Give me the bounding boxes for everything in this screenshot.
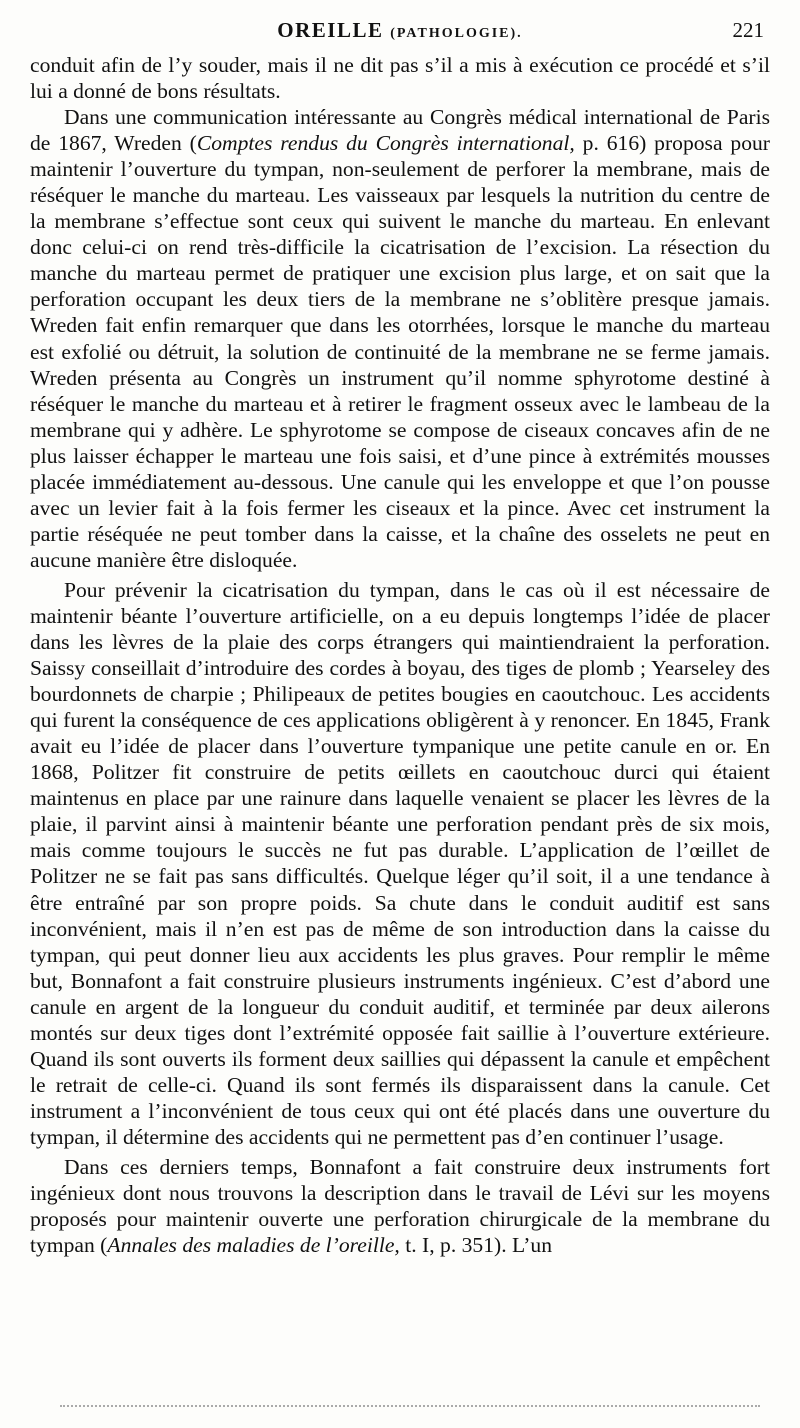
text-run: Dans une communication intéressante au Congrès médical international de Paris de 1867, Wreden ( xyxy=(30,105,770,156)
running-title xyxy=(30,18,770,43)
running-head xyxy=(30,18,770,52)
paragraph xyxy=(30,52,770,104)
paragraph xyxy=(30,1154,770,1258)
body-text xyxy=(30,52,770,1258)
running-title-main: OREILLE xyxy=(277,18,384,42)
book-page xyxy=(30,18,770,1258)
text-run: conduit afin de l’y souder, mais il ne dit pas s’il a mis à exécution ce procédé et s’il lui a donné de bons résultats. xyxy=(30,53,770,104)
paragraph xyxy=(30,577,770,1150)
text-run: Dans ces derniers temps, Bonnafont a fait construire deux instruments fort ingénieux dont nous trouvons la description dans le travail de Lévi sur les moyens proposés pour maintenir ouverte une perforation chirurgicale de la membrane du tympan ( xyxy=(30,1154,770,1258)
text-run: Pour prévenir la cicatrisation du tympan, dans le cas où il est nécessaire de maintenir béante l’ouverture artificielle, on a eu depuis longtemps l’idée de placer dans les lèvres de la plaie des corps étrangers qui maintiendraient la perforation. Saissy conseillait d’introduire des cordes à boyau, des tiges de plomb ; Yearseley des bourdonnets de charpie ; Philipeaux de petites bougies en caoutchouc. Les accidents qui furent la conséquence de ces applications obligèrent à y renoncer. En 1845, Frank avait eu l’idée de placer dans l’ouverture tympanique une petite canule en or. En 1868, Politzer fit construire de petits œillets en caoutchouc durci qui étaient maintenus en place par une rainure dans laquelle venaient se placer les lèvres de la plaie, il parvint ainsi à maintenir béante une perforation pendant près de six mois, mais comme toujours le succès ne fut pas durable. L’application de l’œillet de Politzer ne se fait pas sans difficultés. Quelque léger qu’il soit, il a une tendance à être entraîné par son propre poids. Sa chute dans le conduit auditif est sans inconvénient, mais il n’en est pas de même de son introduction dans la caisse du tympan, qui peut donner lieu aux accidents les plus graves. Pour remplir le même but, Bonnafont a fait construire plusieurs instruments ingénieux. C’est d’abord une canule en argent de la longueur du conduit auditif, et terminée par deux ailerons montés sur deux tiges dont l’extrémité opposée fait saillie à l’ouverture extérieure. Quand ils sont ouverts ils forment deux saillies qui dépassent la canule et empêchent le retrait de celle-ci. Quand ils sont fermés ils disparaissent dans la canule. Cet instrument a l’inconvénient de tous ceux qui ont été placés dans une ouverture du tympan, il détermine des accidents qui ne permettent pas d’en continuer l’usage. xyxy=(30,577,770,1149)
italic-citation: Annales des maladies de l’oreille, xyxy=(107,1233,400,1258)
text-run: p. 616) proposa pour maintenir l’ouverture du tympan, non-seulement de perforer la membrane, mais de réséquer le manche du marteau. Les vaisseaux par lesquels la nutrition du centre de la membrane s’effectue sont ceux qui suivent le manche du marteau. En enlevant donc celui-ci on rend très-difficile la cicatrisation de l’excision. La résection du manche du marteau permet de pratiquer une excision plus large, et on sait que la perforation occupant les deux tiers de la membrane ne s’oblitère presque jamais. Wreden fait enfin remarquer que dans les otorrhées, lorsque le manche du marteau est exfolié ou détruit, la solution de continuité de la membrane ne se ferme jamais. Wreden présenta au Congrès un instrument qu’il nomme sphyrotome destiné à réséquer le manche du marteau et à retirer le fragment osseux avec le lambeau de la membrane qui y adhère. Le sphyrotome se compose de ciseaux concaves afin de ne plus laisser échapper le marteau une fois saisi, et d’une pince à extrémités mousses placée immédiatement au-dessous. Une canule qui les enveloppe et que l’on pousse avec un levier fait à la fois fermer les ciseaux et la pince. Avec cet instrument la partie réséquée ne peut tomber dans la caisse, et la chaîne des osselets ne peut en aucune manière être disloquée. xyxy=(30,131,770,572)
page-number: 221 xyxy=(732,18,764,42)
text-run: t. I, p. 351). L’un xyxy=(399,1233,552,1258)
running-title-sub: (PATHOLOGIE). xyxy=(390,26,523,41)
page-bottom-artifact xyxy=(60,1405,760,1411)
paragraph xyxy=(30,104,770,573)
italic-citation: Comptes rendus du Congrès international, xyxy=(196,131,575,156)
